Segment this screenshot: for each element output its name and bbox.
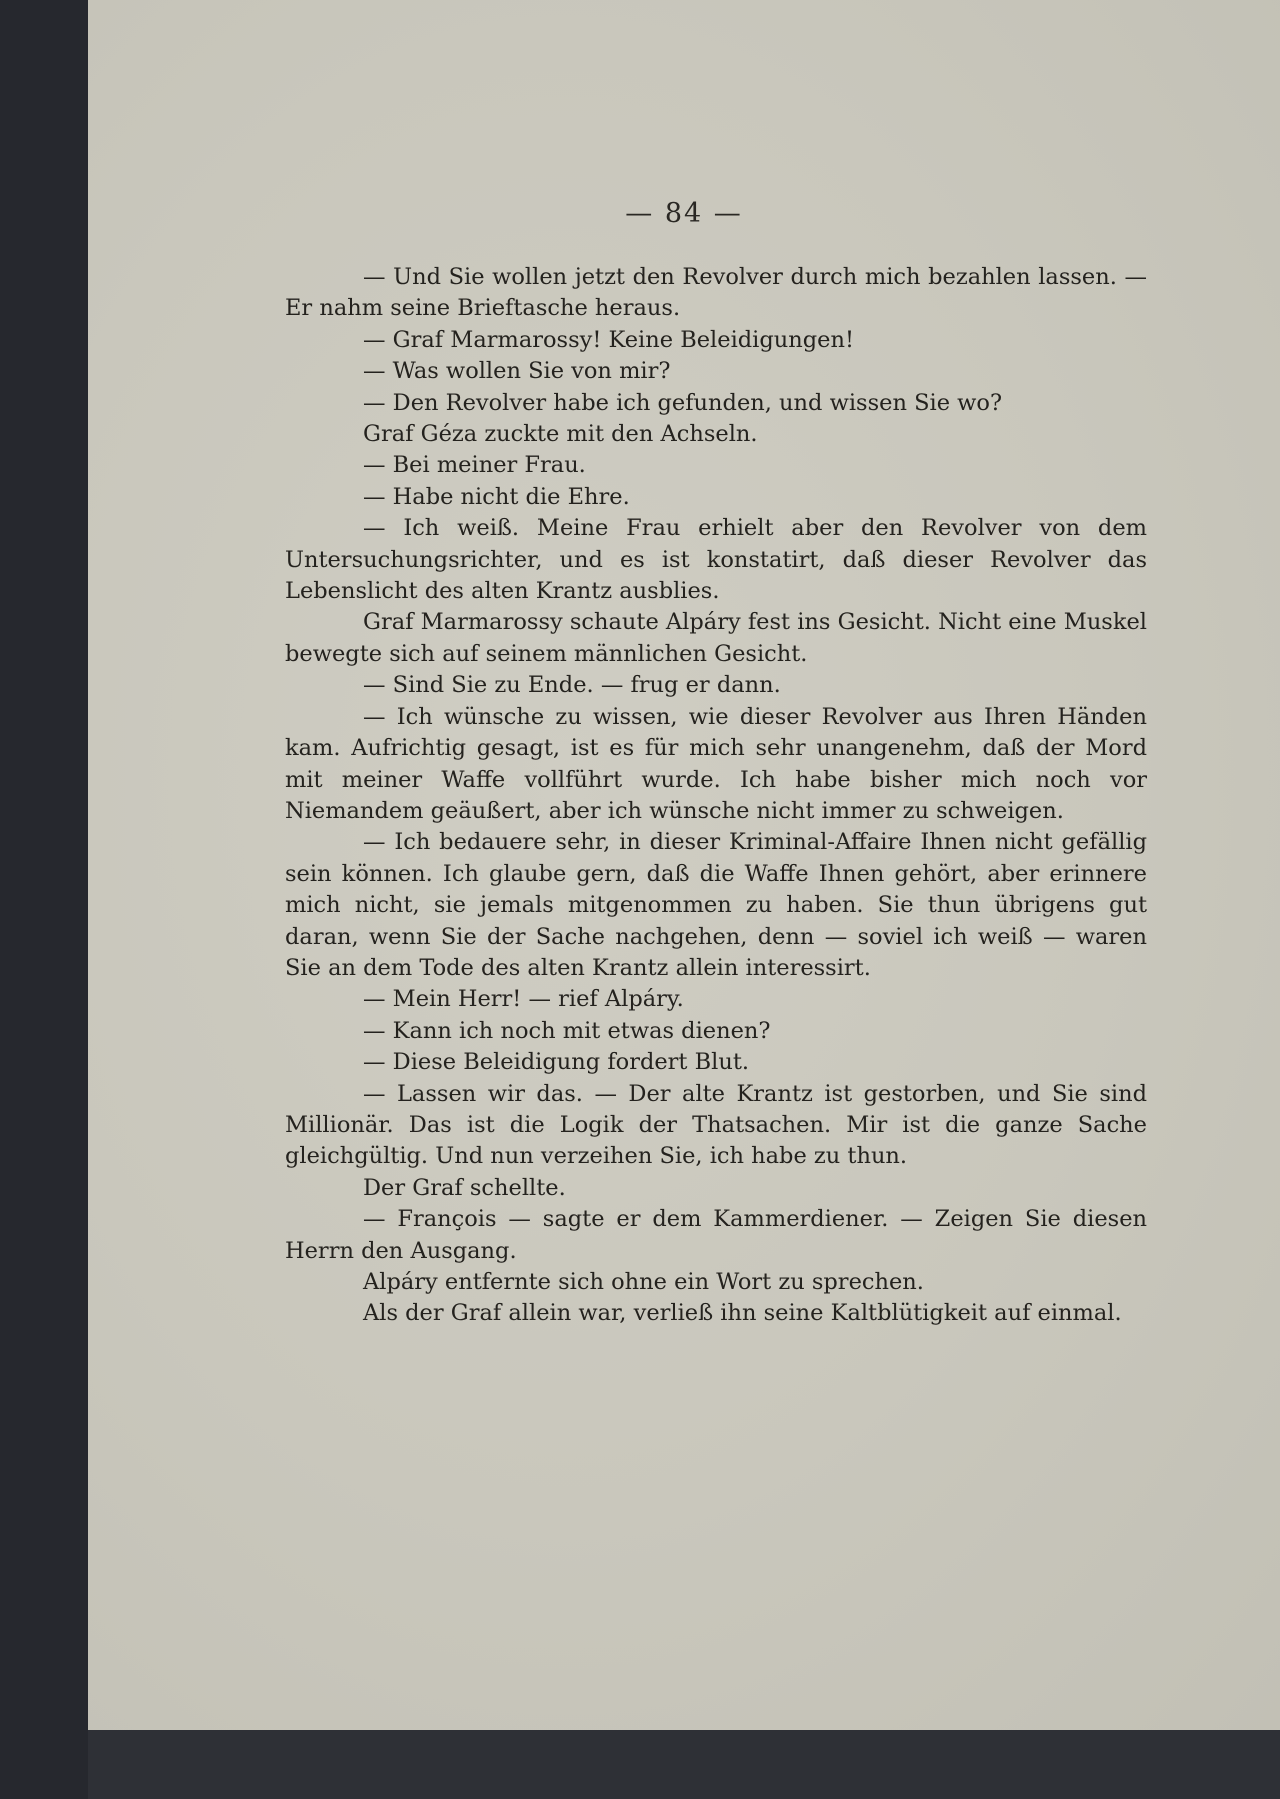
paragraph: — Lassen wir das. — Der alte Krantz ist gestorben, und Sie sind Millionär. Das ist die Logik der Thatsachen. Mir ist die ganze Sache gleichgültig. Und nun verzeihen Sie, ich habe zu thun. (285, 1080, 1147, 1170)
paragraph: — Bei meiner Frau. (363, 452, 586, 479)
paragraph: — Habe nicht die Ehre. (363, 483, 630, 510)
paragraph: — Ich bedauere sehr, in dieser Kriminal-Affaire Ihnen nicht gefällig sein können. Ich glaube gern, daß die Waffe Ihnen gehört, aber erinnere mich nicht, sie jemals mitgenommen zu haben. Sie thun übrigens gut daran, wenn Sie der Sache nachgehen, denn — soviel ich weiß — waren Sie an dem Tode des alten Krantz allein interessirt. (285, 829, 1147, 981)
paragraph: — Sind Sie zu Ende. — frug er dann. (363, 672, 781, 699)
paragraph: — François — sagte er dem Kammerdiener. — Zeigen Sie diesen Herrn den Ausgang. (285, 1206, 1147, 1264)
paragraph: — Kann ich noch mit etwas dienen? (363, 1017, 771, 1044)
book-page (88, 0, 1280, 1730)
paragraph: — Ich wünsche zu wissen, wie dieser Revolver aus Ihren Händen kam. Aufrichtig gesagt, ist es für mich sehr unangenehm, daß der Mord mit meiner Waffe vollführt wurde. Ich habe bisher mich noch vor Niemandem geäußert, aber ich wünsche nicht immer zu schweigen. (285, 703, 1147, 824)
page-number: — 84 — (625, 198, 743, 229)
paragraph: Graf Marmarossy schaute Alpáry fest ins Gesicht. Nicht eine Muskel bewegte sich auf seinem männlichen Gesicht. (285, 609, 1147, 667)
paragraph: — Graf Marmarossy! Keine Beleidigungen! (363, 326, 855, 353)
paragraph: Graf Géza zuckte mit den Achseln. (363, 421, 758, 448)
scan-background-bottom (88, 1730, 1280, 1799)
paragraph: — Ich weiß. Meine Frau erhielt aber den Revolver von dem Untersuchungsrichter, und es ist konstatirt, daß dieser Revolver das Lebenslicht des alten Krantz ausblies. (285, 515, 1147, 605)
scan-background-edge (0, 0, 88, 1799)
paragraph: — Diese Beleidigung fordert Blut. (363, 1049, 750, 1076)
page-body (285, 262, 1147, 1330)
paragraph: Der Graf schellte. (363, 1174, 566, 1201)
paragraph: — Den Revolver habe ich gefunden, und wissen Sie wo? (363, 389, 1003, 416)
paragraph: Alpáry entfernte sich ohne ein Wort zu sprechen. (363, 1269, 924, 1295)
paragraph: Als der Graf allein war, verließ ihn seine Kaltblütigkeit auf einmal. (363, 1300, 1122, 1327)
paragraph: — Und Sie wollen jetzt den Revolver durch mich bezahlen lassen. — Er nahm seine Brieftasche heraus. (285, 264, 1147, 322)
paragraph: — Mein Herr! — rief Alpáry. (363, 986, 684, 1013)
paragraph: — Was wollen Sie von mir? (363, 358, 671, 385)
